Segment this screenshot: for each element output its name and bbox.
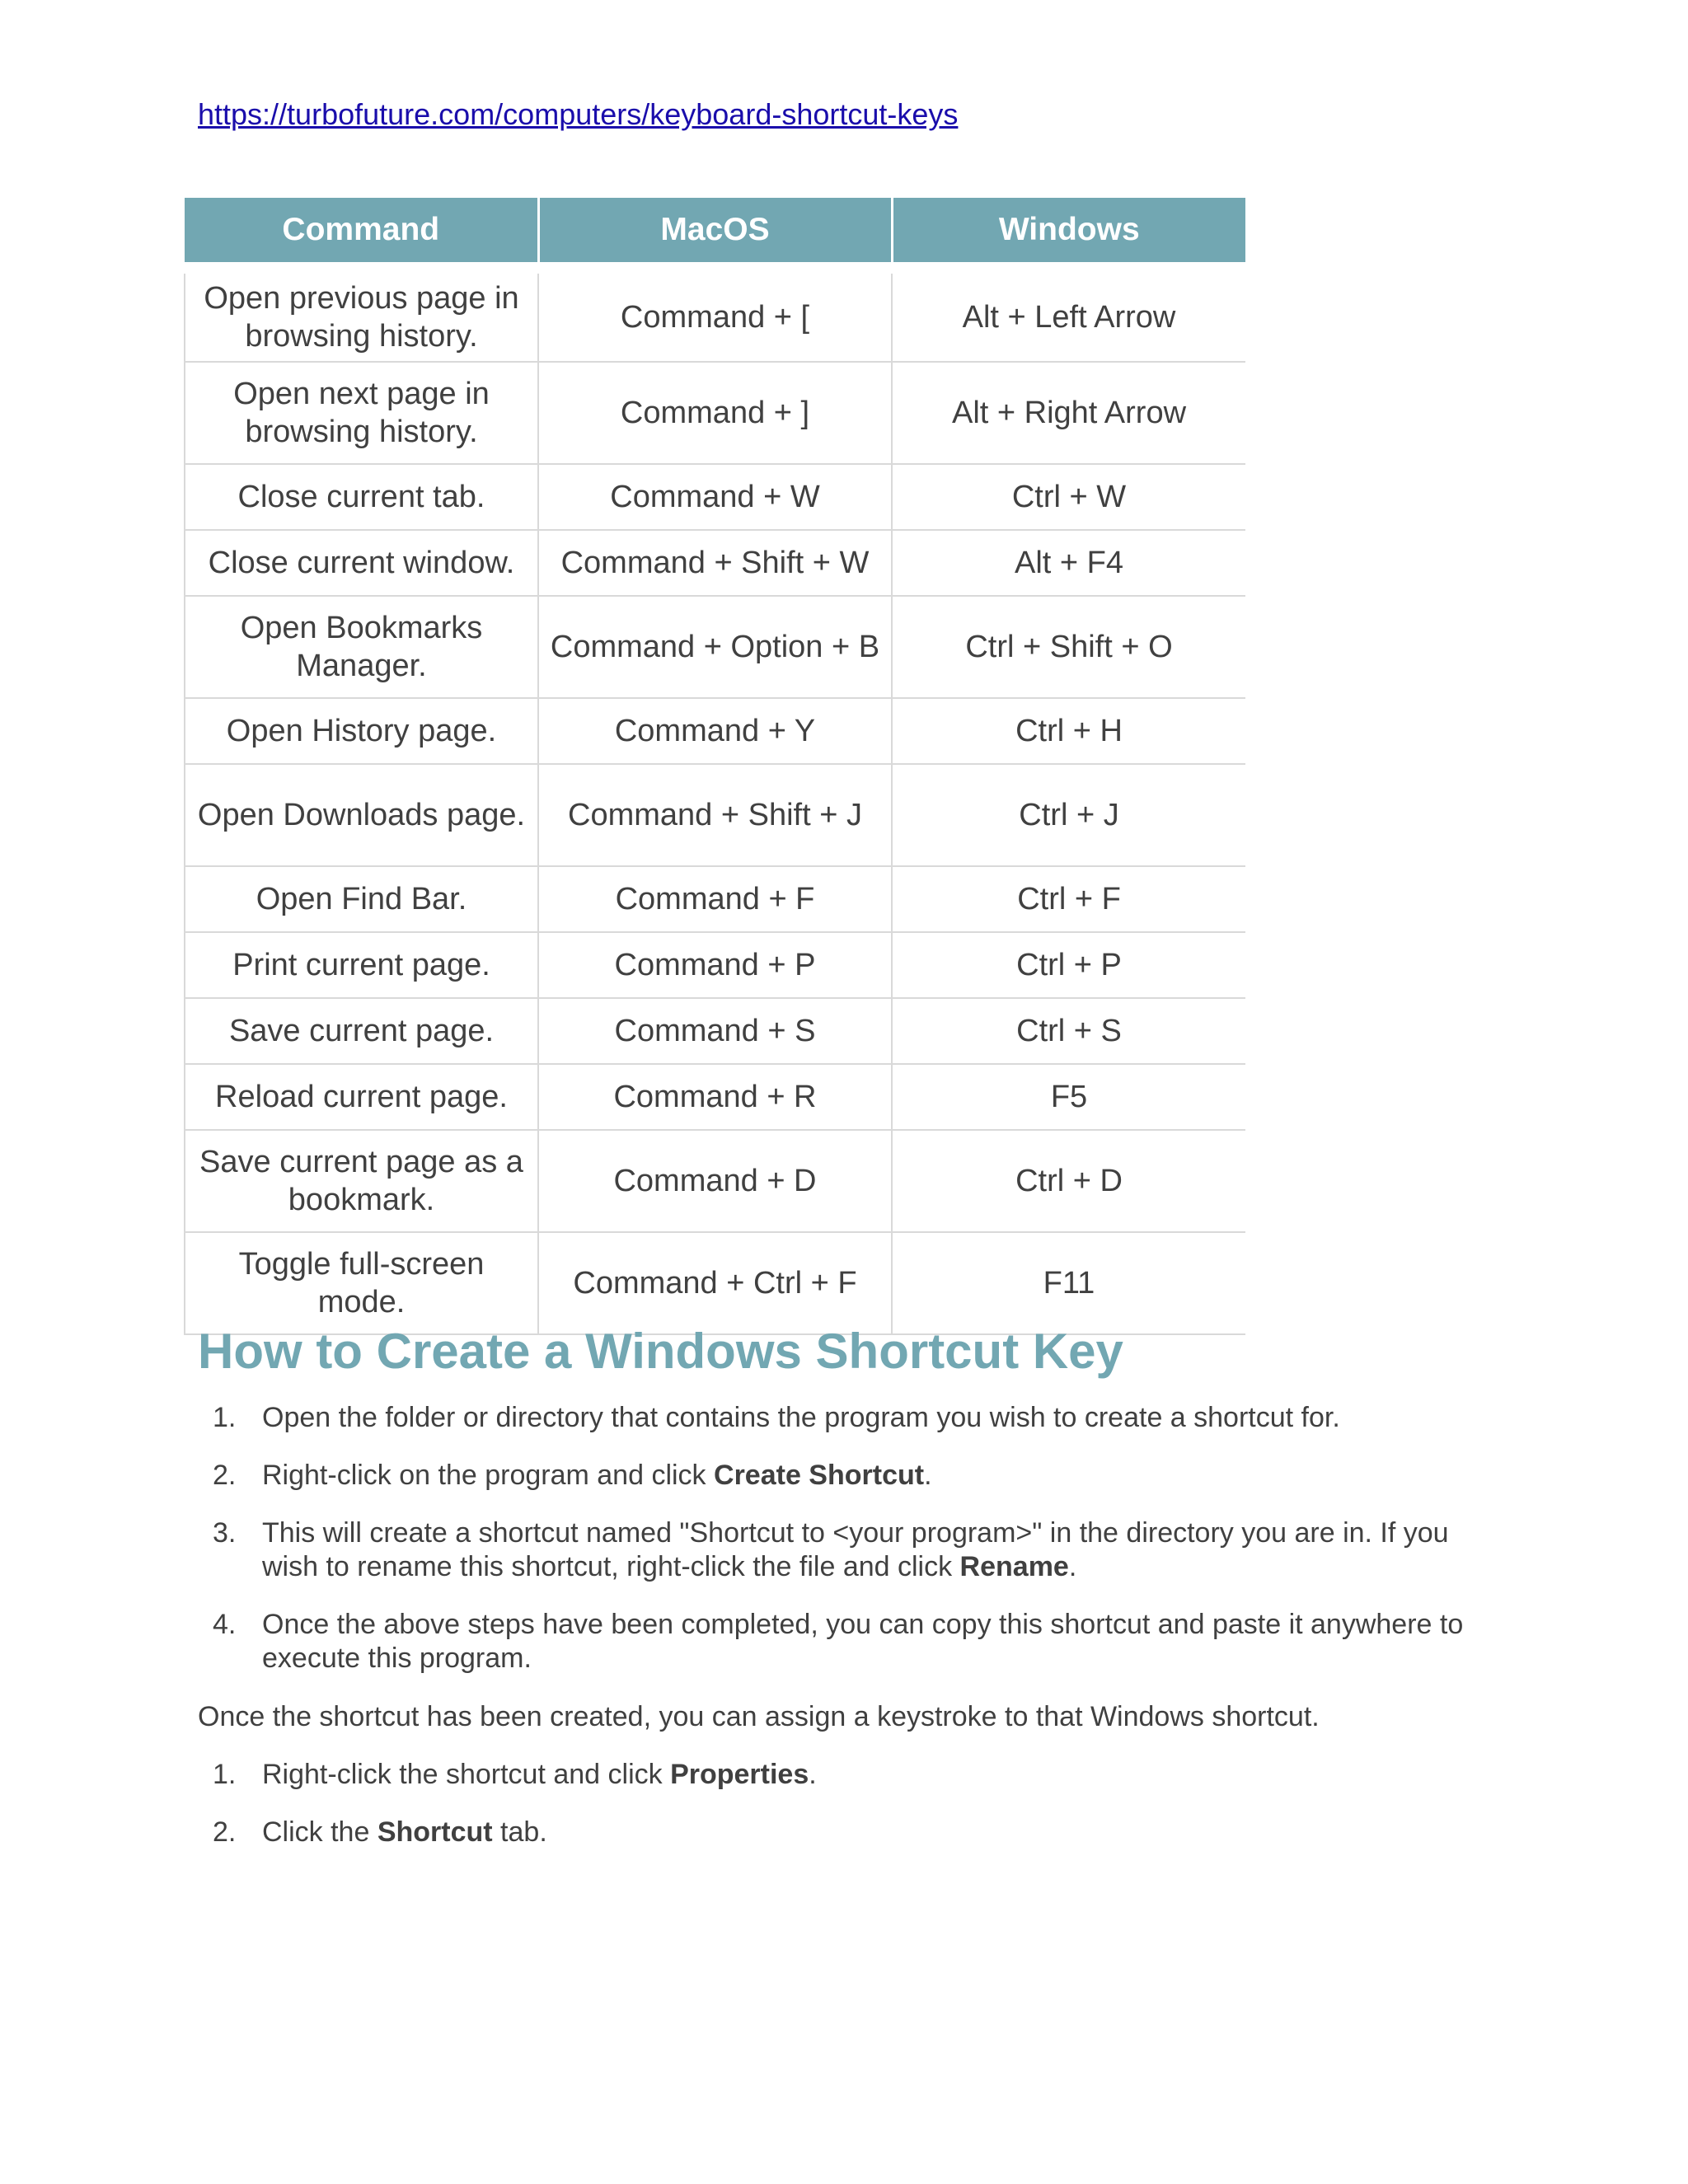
cell-windows: F5 [892, 1064, 1245, 1130]
cell-windows: Ctrl + Shift + O [892, 596, 1245, 698]
step-text: Right-click on the program and click [262, 1460, 715, 1491]
list-item [198, 1459, 1484, 1493]
section-heading: How to Create a Windows Shortcut Key [198, 1324, 1123, 1379]
cell-macos: Command + ] [538, 362, 892, 464]
list-item [198, 1608, 1484, 1675]
step-bold-text: Rename [959, 1551, 1069, 1582]
cell-command: Open Downloads page. [185, 764, 538, 866]
cell-command: Print current page. [185, 932, 538, 998]
step-bold-text: Shortcut [377, 1816, 493, 1848]
step-text: Click the [262, 1816, 377, 1848]
cell-macos: Command + Y [538, 698, 892, 764]
cell-macos: Command + R [538, 1064, 892, 1130]
assign-keystroke-steps [198, 1758, 1484, 1873]
list-item [198, 1401, 1484, 1435]
table-row [185, 932, 1245, 998]
cell-command: Open History page. [185, 698, 538, 764]
header-windows: Windows [892, 198, 1245, 262]
cell-macos: Command + [ [538, 274, 892, 362]
assign-keystroke-paragraph: Once the shortcut has been created, you can assign a keystroke to that Windows shortcut. [198, 1701, 1320, 1732]
table-row [185, 362, 1245, 464]
source-url-link[interactable]: https://turbofuture.com/computers/keyboard-shortcut-keys [198, 97, 959, 131]
header-spacer [185, 262, 1245, 274]
cell-command: Close current window. [185, 530, 538, 596]
cell-macos: Command + Shift + W [538, 530, 892, 596]
step-text: This will create a shortcut named "Shortcut to <your program>" in the directory you are in. If you wish to rename this shortcut, right-click the file and click [262, 1517, 1449, 1582]
cell-command: Reload current page. [185, 1064, 538, 1130]
list-number: 2. [213, 1460, 237, 1491]
cell-command: Open next page in browsing history. [185, 362, 538, 464]
cell-macos: Command + Shift + J [538, 764, 892, 866]
table-row [185, 698, 1245, 764]
cell-command: Save current page as a bookmark. [185, 1130, 538, 1232]
step-text: Right-click the shortcut and click [262, 1759, 671, 1790]
cell-command: Open Find Bar. [185, 866, 538, 932]
cell-windows: Ctrl + S [892, 998, 1245, 1064]
cell-command: Close current tab. [185, 464, 538, 530]
step-text: Once the above steps have been completed, you can copy this shortcut and paste it anywhere to execute this program. [262, 1609, 1464, 1674]
cell-command: Open Bookmarks Manager. [185, 596, 538, 698]
create-shortcut-steps [198, 1401, 1484, 1699]
cell-windows: Alt + F4 [892, 530, 1245, 596]
cell-macos: Command + P [538, 932, 892, 998]
list-number: 1. [213, 1402, 237, 1433]
cell-macos: Command + W [538, 464, 892, 530]
table-row [185, 1232, 1245, 1334]
cell-macos: Command + Option + B [538, 596, 892, 698]
cell-windows: Ctrl + P [892, 932, 1245, 998]
list-number: 2. [213, 1816, 237, 1848]
step-text-after: tab. [492, 1816, 547, 1848]
list-number: 3. [213, 1517, 237, 1549]
step-bold-text: Create Shortcut [714, 1460, 925, 1491]
list-item [198, 1816, 1484, 1849]
header-macos: MacOS [538, 198, 892, 262]
table-row [185, 764, 1245, 866]
list-item [198, 1516, 1484, 1584]
table-row [185, 998, 1245, 1064]
list-item [198, 1758, 1484, 1792]
table-row [185, 464, 1245, 530]
cell-windows: Ctrl + W [892, 464, 1245, 530]
table-header-row [185, 198, 1245, 262]
shortcut-table [184, 198, 1245, 1335]
shortcut-table-body [185, 262, 1245, 1334]
step-bold-text: Properties [670, 1759, 809, 1790]
cell-macos: Command + Ctrl + F [538, 1232, 892, 1334]
table-row [185, 274, 1245, 362]
cell-command: Open previous page in browsing history. [185, 274, 538, 362]
cell-windows: Ctrl + H [892, 698, 1245, 764]
list-number: 4. [213, 1609, 237, 1640]
table-row [185, 596, 1245, 698]
cell-macos: Command + S [538, 998, 892, 1064]
table-row [185, 530, 1245, 596]
cell-windows: Ctrl + J [892, 764, 1245, 866]
cell-windows: Ctrl + D [892, 1130, 1245, 1232]
step-text-after: . [1068, 1551, 1077, 1582]
table-row [185, 866, 1245, 932]
step-text: Open the folder or directory that contains the program you wish to create a shortcut for. [262, 1402, 1340, 1433]
list-number: 1. [213, 1759, 237, 1790]
cell-command: Toggle full-screen mode. [185, 1232, 538, 1334]
header-command: Command [185, 198, 538, 262]
cell-windows: Alt + Left Arrow [892, 274, 1245, 362]
step-text-after: . [809, 1759, 817, 1790]
cell-macos: Command + D [538, 1130, 892, 1232]
cell-windows: Alt + Right Arrow [892, 362, 1245, 464]
table-row [185, 1130, 1245, 1232]
table-row [185, 1064, 1245, 1130]
cell-command: Save current page. [185, 998, 538, 1064]
cell-windows: Ctrl + F [892, 866, 1245, 932]
step-text-after: . [924, 1460, 932, 1491]
cell-windows: F11 [892, 1232, 1245, 1334]
cell-macos: Command + F [538, 866, 892, 932]
